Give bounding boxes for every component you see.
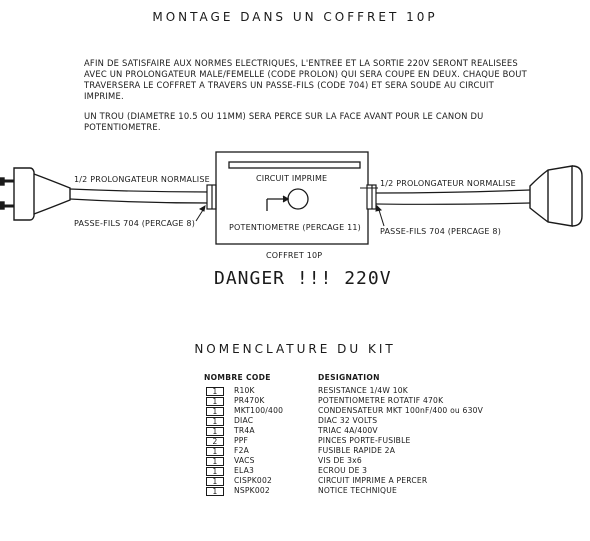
qty-cell: 1 (206, 397, 224, 406)
qty-cell: 1 (206, 387, 224, 396)
table-row (204, 456, 518, 466)
pcb-label: CIRCUIT IMPRIME (256, 174, 328, 183)
right-cable (376, 190, 530, 204)
qty-cell: 1 (206, 457, 224, 466)
code-cell: F2A (234, 446, 249, 455)
right-cable-label: 1/2 PROLONGATEUR NORMALISE (380, 179, 516, 188)
right-grommet (367, 185, 376, 209)
left-grommet-label: PASSE-FILS 704 (PERCAGE 8) (74, 219, 196, 228)
kit-title: NOMENCLATURE DU KIT (194, 342, 396, 356)
code-header: CODE (246, 373, 271, 382)
female-socket-icon (530, 166, 582, 226)
qty-cell: 1 (206, 467, 224, 476)
code-cell: TR4A (234, 426, 255, 435)
table-row (204, 446, 518, 456)
kit-table (204, 386, 518, 496)
designation-cell: DIAC 32 VOLTS (318, 416, 378, 425)
qty-header: NOMBRE (204, 373, 243, 382)
page-title: MONTAGE DANS UN COFFRET 10P (152, 10, 438, 24)
designation-header: DESIGNATION (318, 373, 380, 382)
table-row (204, 426, 518, 436)
table-row (204, 416, 518, 426)
left-cable (70, 189, 210, 203)
qty-cell: 1 (206, 477, 224, 486)
designation-cell: FUSIBLE RAPIDE 2A (318, 446, 396, 455)
table-row (204, 436, 518, 446)
code-cell: VACS (234, 456, 255, 465)
designation-cell: VIS DE 3x6 (318, 456, 362, 465)
left-cable-label: 1/2 PROLONGATEUR NORMALISE (74, 175, 210, 184)
table-row (204, 406, 518, 416)
code-cell: PPF (234, 436, 249, 445)
designation-cell: ECROU DE 3 (318, 466, 368, 475)
table-row (204, 476, 518, 486)
potentiometer-label: POTENTIOMETRE (PERCAGE 11) (229, 223, 361, 232)
drilling-paragraph: UN TROU (DIAMETRE 10.5 OU 11MM) SERA PERCE SUR LA FACE AVANT POUR LE CANON DU POTENTIOMETRE. (84, 111, 484, 132)
code-cell: MKT100/400 (234, 406, 284, 415)
designation-cell: PINCES PORTE-FUSIBLE (318, 436, 411, 445)
code-cell: R10K (234, 386, 255, 395)
code-cell: PR470K (234, 396, 265, 405)
designation-cell: CONDENSATEUR MKT 100nF/400 ou 630V (318, 406, 484, 415)
code-cell: NSPK002 (234, 486, 270, 495)
qty-cell: 1 (206, 407, 224, 416)
code-cell: CISPK002 (234, 476, 273, 485)
qty-cell: 2 (206, 437, 224, 446)
enclosure-label: COFFRET 10P (266, 251, 323, 260)
table-row (204, 396, 518, 406)
designation-cell: RESISTANCE 1/4W 10K (318, 386, 408, 395)
designation-cell: TRIAC 4A/400V (318, 426, 378, 435)
table-row (204, 466, 518, 476)
qty-cell: 1 (206, 447, 224, 456)
male-plug-icon (0, 168, 70, 220)
qty-cell: 1 (206, 417, 224, 426)
designation-cell: CIRCUIT IMPRIME A PERCER (318, 476, 428, 485)
qty-cell: 1 (206, 487, 224, 496)
code-cell: DIAC (234, 416, 254, 425)
left-grommet (207, 185, 216, 209)
intro-paragraph: AFIN DE SATISFAIRE AUX NORMES ELECTRIQUES, L'ENTREE ET LA SORTIE 220V SERONT REALISEES AVEC UN PROLONGATEUR MALE/FEMELLE (CODE PROLON) QUI SERA COUPE EN DEUX. CHAQUE BOUT TRAVERSERA LE COFFRET A TRAVERS UN PASSE-FILS (CODE 704) ET SERA SOUDE AU CIRCUIT IMPRIME. (84, 58, 527, 101)
qty-cell: 1 (206, 427, 224, 436)
right-grommet-label: PASSE-FILS 704 (PERCAGE 8) (380, 227, 502, 236)
code-cell: ELA3 (234, 466, 255, 475)
table-row (204, 386, 518, 396)
designation-cell: NOTICE TECHNIQUE (318, 486, 397, 495)
danger-warning: DANGER !!! 220V (214, 268, 392, 289)
designation-cell: POTENTIOMETRE ROTATIF 470K (318, 396, 444, 405)
table-row (204, 486, 518, 496)
